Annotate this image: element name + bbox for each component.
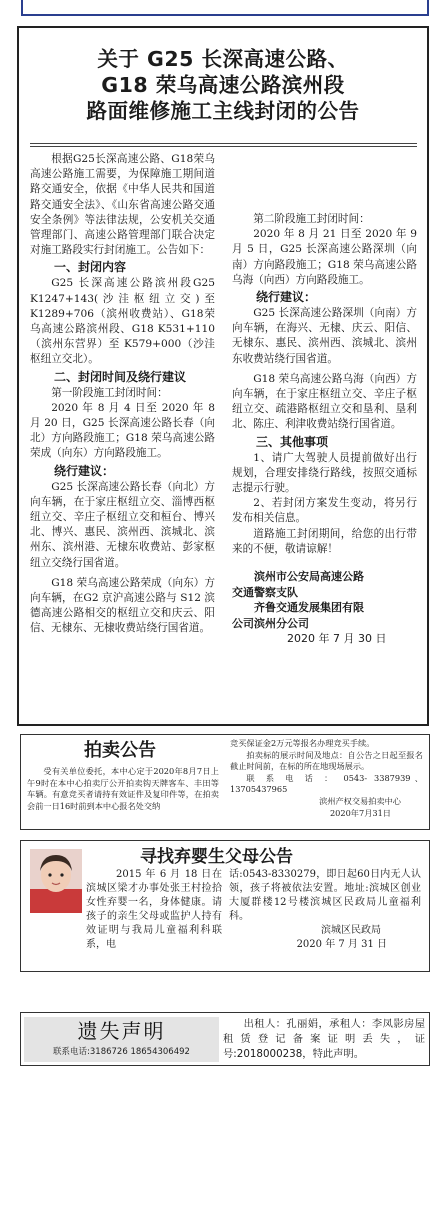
lost-text: 出租人：孔丽娟，承租人：李凤影房屋租赁登记备案证明丢失，证号:2018000238，特此声明。 xyxy=(223,1018,425,1060)
notice-right-column xyxy=(232,152,417,647)
phase2-label: 第二阶段施工封闭时间： xyxy=(253,213,370,225)
notice-title-line-3: 路面维修施工主线封闭的公告 xyxy=(86,99,360,123)
lost-contact-phone: 联系电话:3186726 18654306492 xyxy=(53,1047,190,1057)
notice-title-line-2: G18 荣乌高速公路滨州段 xyxy=(101,73,345,97)
auction-deposit-text: 竞买保证金2万元等报名办理竞买手续。 xyxy=(230,738,375,748)
section-heading-closure: 一、封闭内容 xyxy=(54,260,127,275)
auction-date: 2020年7月31日 xyxy=(329,807,391,818)
phase1-label: 第一阶段施工封闭时间： xyxy=(51,386,168,399)
detour2-text-1: G25 长深高速公路深圳（向南）方向车辆，在海兴、无棣、庆云、阳信、无棣东、惠民、滨州西、滨城北、滨州东收费站绕行国省道。 xyxy=(232,307,417,365)
auction-phone: 联 系 电 话 ： 0543- 3387939、13705437965 xyxy=(230,772,423,795)
notice-signature xyxy=(232,569,417,647)
detour2-heading: 绕行建议： xyxy=(256,290,317,305)
other-item-2: 2、若封闭方案发生变动，将另行发布相关信息。 xyxy=(232,497,417,525)
auction-right xyxy=(230,738,423,819)
other-item-3: 道路施工封闭期间，给您的出行带来的不便，敬请谅解！ xyxy=(232,527,417,555)
title-rule-bottom xyxy=(30,146,417,147)
signature-org-1a: 滨州市公安局高速公路 xyxy=(254,570,364,584)
adopt-left-text: 2015 年 6 月 18 日在滨城区梁才办事处张王村捡拾女性弃婴一名，身体健康。请孩子的亲生父母或监护人持有效证明与我局儿童福利科联系，电 xyxy=(86,869,222,950)
notice-date: 2020 年 7 月 30 日 xyxy=(287,632,387,646)
signature-org-2b: 公司滨州分公司 xyxy=(232,616,309,630)
section-heading-time: 二、封闭时间及绕行建议 xyxy=(54,369,187,384)
auction-title: 拍卖公告 xyxy=(84,740,156,761)
auction-display-text: 拍卖标的展示时间及地点：自公告之日起至报名截止时间前，在标的所在地现场展示。 xyxy=(230,749,423,772)
detour1-text-1: G25 长深高速公路长春（向北）方向车辆，在于家庄枢纽立交、淄博西枢纽立交、辛庄子枢纽立交和桓台、博兴北、博兴、惠民、滨州西、滨城北、滨州东、滨州港、无棣东收费站、彭家枢纽立交绕行国省道。 xyxy=(30,480,215,569)
signature-org-1b: 交通警察支队 xyxy=(232,585,298,599)
detour1-text-2: G18 荣乌高速公路荣成（向东）方向车辆，在G2 京沪高速公路与 S12 滨德高速公路相交的枢纽立交和庆云、阳信、无棣东、无棣收费站绕行国省道。 xyxy=(30,576,215,635)
notice-left-column xyxy=(30,152,215,637)
auction-body: 受有关单位委托，本中心定于2020年8月7日上午9时在本中心拍卖厅公开拍卖钩天牌客车、丰田等车辆。有意竞买者请持有效证件及复印件等，在拍卖会前一日16时前到本中心报名处交纳 xyxy=(27,766,219,811)
signature-org-2a: 齐鲁交通发展集团有限 xyxy=(254,601,364,615)
section-heading-other: 三、其他事项 xyxy=(256,434,329,449)
top-border-frame xyxy=(21,0,429,16)
adopt-title: 寻找弃婴生父母公告 xyxy=(140,847,293,867)
other-item-1: 1、请广大驾驶人员提前做好出行规划，合理安排绕行路线，按照交通标志提示行驶。 xyxy=(232,451,417,495)
adopt-right-text: 话:0543-8330279，即日起60日内无人认领，孩子将被依法安置。地址:滨城区创业大厦群楼12号楼滨城区民政局儿童福利科。 xyxy=(229,869,421,922)
detour2-text-2: G18 荣乌高速公路乌海（向西）方向车辆，在于家庄枢纽立交、辛庄子枢纽立交、疏港路枢纽立交和垦利、垦利北、陈庄、利津收费站绕行国省道。 xyxy=(232,372,417,431)
title-rule-top xyxy=(30,143,417,144)
adopt-org: 滨城区民政局 xyxy=(321,925,381,936)
notice-intro: 根据G25长深高速公路、G18荣乌高速公路施工需要，为保障施工期间道路交通安全，依据《中华人民共和国道路交通安全法》、《山东省高速公路交通安全条例》等法律法规，公安机关交通管理部门、高速公路管理部门联合决定对施工路段实行封闭施工。公告如下： xyxy=(30,153,215,257)
infant-photo xyxy=(30,849,82,913)
notice-title xyxy=(18,46,428,124)
detour1-heading: 绕行建议： xyxy=(54,463,115,478)
phase2-time: 2020 年 8 月 21 日至 2020 年 9 月 5 日，G25 长深高速公路深圳（向南）方向路段施工；G18 荣乌高速公路乌海（向西）方向路段施工。 xyxy=(232,228,417,286)
adopt-date: 2020 年 7 月 31 日 xyxy=(296,939,387,950)
adopt-right xyxy=(229,868,421,952)
closure-content: G25 长深高速公路滨州段G25 K1247+143(沙洼枢纽立交)至 K1289+706（滨州收费站）、G18荣乌高速公路滨州段、G18 K531+110（滨州东营界）至 K579+000（沙洼枢纽立交北）。 xyxy=(30,277,215,366)
adopt-left-text-wrap xyxy=(86,868,222,952)
phase1-time: 2020 年 8 月 4 日至 2020 年 8 月 20 日，G25 长深高速公路长春（向北）方向路段施工；G18 荣乌高速公路荣成（向东）方向路段施工。 xyxy=(30,401,215,460)
notice-title-line-1: 关于 G25 长深高速公路、 xyxy=(97,47,349,71)
auction-org: 滨州产权交易拍卖中心 xyxy=(319,795,401,806)
lost-title: 遗失声明 xyxy=(77,1019,166,1043)
